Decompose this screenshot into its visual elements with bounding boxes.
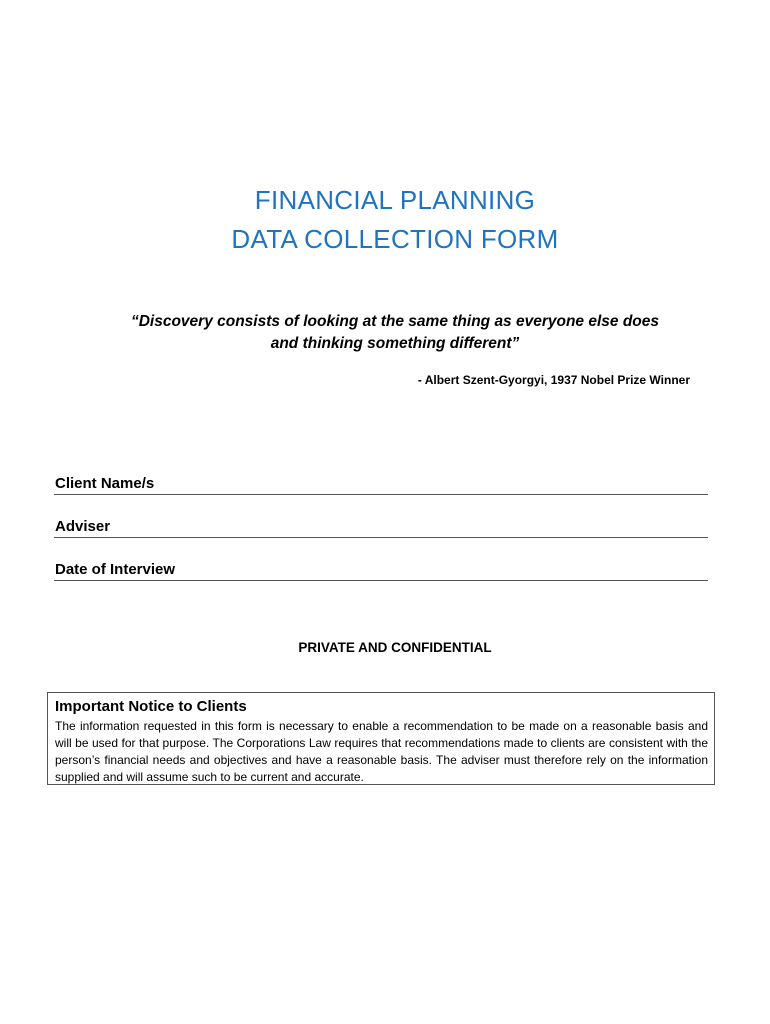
adviser-field[interactable]	[54, 515, 708, 538]
client-names-label: Client Name/s	[55, 475, 155, 492]
adviser-label: Adviser	[55, 518, 111, 535]
quote-attribution: - Albert Szent-Gyorgyi, 1937 Nobel Prize Winner	[417, 373, 690, 387]
form-title-line-1: FINANCIAL PLANNING	[254, 185, 536, 215]
quote-line-2: and thinking something different”	[270, 335, 520, 352]
notice-body: The information requested in this form is necessary to enable a recommendation to be made on a reasonable basis and will be used for that purpose. The Corporations Law requires that recommendations made to clients are consistent with the person’s financial needs and objectives and have a reasonable basis. The adviser must therefore rely on the information supplied and will assume such to be current and accurate.	[55, 719, 708, 784]
date-of-interview-label: Date of Interview	[55, 561, 176, 578]
quote-line-1: “Discovery consists of looking at the same thing as everyone else does	[130, 313, 660, 330]
date-of-interview-field[interactable]	[54, 558, 708, 581]
quote	[0, 311, 770, 355]
notice-heading: Important Notice to Clients	[55, 698, 247, 715]
client-names-field[interactable]	[54, 472, 708, 495]
important-notice-box	[47, 692, 715, 785]
confidential-heading: PRIVATE AND CONFIDENTIAL	[298, 640, 492, 655]
form-title-line-2: DATA COLLECTION FORM	[231, 224, 559, 254]
